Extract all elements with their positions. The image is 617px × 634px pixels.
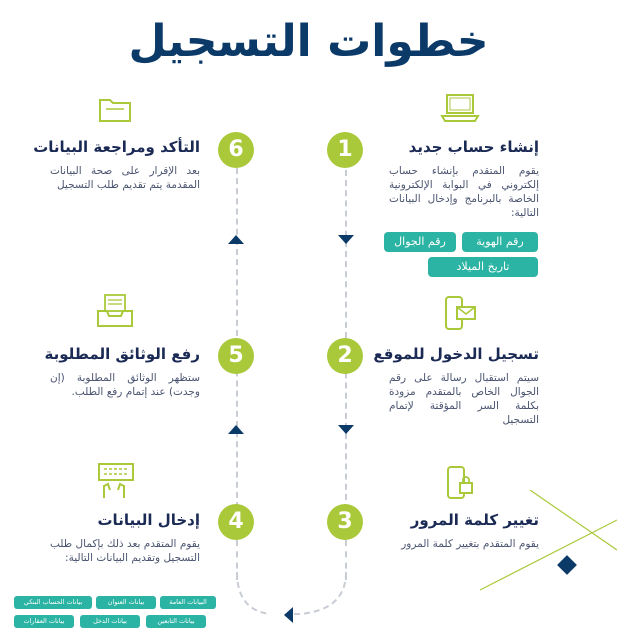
step-number: 5 [218,338,254,374]
page-title: خطوات التسجيل [128,16,489,67]
tag-pill: بيانات الحساب البنكي [14,596,92,609]
step-2-description: سيتم استقبال رسالة على رقم الجوال الخاص بالمتقدم مزودة بكلمة السر المؤقتة لإتمام التسجيل [389,372,539,426]
step-1-description: يقوم المتقدم بإنشاء حساب إلكتروني في البوابة الإلكترونية الخاصة بالبرنامج وإدخال البيانات التالية: [389,165,539,219]
arrow-left-icon [284,607,293,623]
tag-pill: بيانات الدخل [80,615,140,628]
step-number: 6 [218,132,254,168]
arrow-up-icon [228,425,244,434]
tag-pill: رقم الجوال [384,232,456,252]
tag-pill: رقم الهوية [462,232,538,252]
folder-icon [98,95,132,123]
step-6-description: بعد الإقرار على صحة البيانات المقدمة يتم تقديم طلب التسجيل [50,165,200,191]
step-number: 2 [327,338,363,374]
document-tray-icon [96,293,134,329]
step-5-heading: رفع الوثائق المطلوبة [44,345,200,363]
step-4-description: يقوم المتقدم بعد ذلك بإكمال طلب التسجيل وتقديم البيانات التالية: [50,538,200,564]
step-3-heading: تغيير كلمة المرور [410,511,539,529]
tag-pill: بيانات العقارات [14,615,74,628]
arrow-down-icon [338,235,354,244]
keyboard-icon [96,462,136,500]
step-number: 4 [218,504,254,540]
step-6-heading: التأكد ومراجعة البيانات [33,138,200,156]
step-2-heading: تسجيل الدخول للموقع [373,345,539,363]
phone-lock-icon [445,465,475,501]
step-number: 3 [327,504,363,540]
step-number: 1 [327,132,363,168]
tag-pill: البيانات العامة [160,596,216,609]
arrow-up-icon [228,235,244,244]
laptop-icon [440,92,480,124]
tag-pill: تاريخ الميلاد [428,257,538,277]
step-5-description: ستظهر الوثائق المطلوبة (إن وجدت) عند إتمام رفع الطلب. [50,372,200,398]
phone-message-icon [443,295,477,333]
arrow-down-icon [338,425,354,434]
step-4-heading: إدخال البيانات [97,511,200,529]
tag-pill: بيانات العنوان [96,596,156,609]
tag-pill: بيانات التابعين [146,615,206,628]
step-3-description: يقوم المتقدم بتغيير كلمة المرور [401,538,539,550]
step-1-heading: إنشاء حساب جديد [408,138,539,156]
